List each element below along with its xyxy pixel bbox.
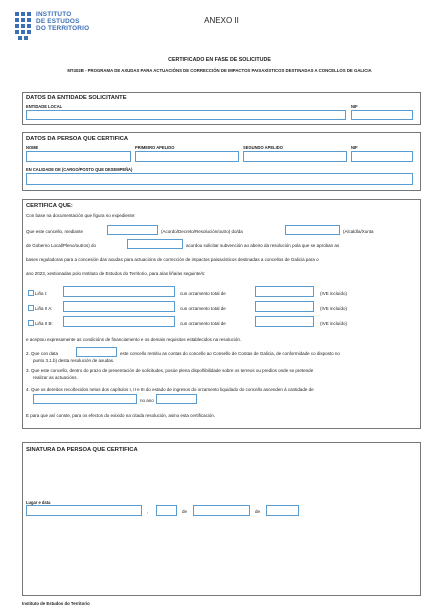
line2a-field[interactable] — [63, 301, 175, 312]
line2a-label: Liña II A: — [35, 306, 53, 311]
certify-line2-a: de Goberno Local/Pleno/outros) do — [26, 243, 97, 248]
line1-checkbox[interactable] — [28, 290, 34, 296]
certify-line1-a: Que este concello, mediante — [26, 229, 84, 234]
person-surname2-label: SEGUNDO APELIDO — [243, 145, 283, 150]
line1-vat: (IVE incluído) — [320, 291, 348, 296]
line2b-budget-label: cun orzamento total de — [180, 321, 226, 326]
rights-amount-field[interactable] — [33, 394, 137, 404]
certify-accept: e aceptou expresamente as condicións de financiamento e os demais requisitos establecidos na resolución. — [26, 337, 242, 342]
certify-heading: CERTIFICA QUE: — [26, 203, 73, 209]
footer-text: Instituto de Estudos do Territorio — [22, 601, 90, 606]
person-nif-label: NIF — [351, 145, 358, 150]
certify-line3: bases reguladoras para a concesión das axudas para actuacións de corrección de impactos paisaxísticos destinadas a concellos de Galicia para o — [26, 257, 319, 262]
certify-intro: Con base na documentación que figura no expediente: — [26, 213, 136, 218]
annex-title-text: ANEXO II — [204, 16, 239, 25]
de-sep-2: de — [255, 509, 261, 514]
line2a-budget-label: cun orzamento total de — [180, 306, 226, 311]
annex-title — [0, 16, 439, 25]
de-sep-1: de — [182, 509, 188, 514]
place-field[interactable] — [26, 505, 142, 516]
certify-line1-c: (Alcaldía/Xunta — [343, 229, 374, 234]
person-surname1-field[interactable] — [135, 151, 239, 162]
entity-local-field[interactable] — [26, 110, 346, 120]
certify-p2-a: 2. Que con data — [26, 351, 59, 356]
certificate-title: CERTIFICADO EN FASE DE SOLICITUDE — [168, 57, 271, 63]
resolution-type-field[interactable] — [107, 225, 158, 235]
certify-line1-b: (Acordo/Decreto/Resolución/outro) do/da — [161, 229, 243, 234]
organ-date-field[interactable] — [127, 239, 183, 249]
certificate-subtitle: MT402B - PROGRAMA DE AXUDAS PARA ACTUACIÓNS DE CORRECCIÓN DE IMPACTOS PAISAXÍSTICOS DESTINADAS A CONCELLOS DE GALICIA — [67, 68, 372, 73]
person-name-label: NOME — [26, 145, 39, 150]
certify-line2-b: acordou solicitar subvención ao abeiro da resolución pola que se aproban as — [186, 243, 340, 248]
person-role-field[interactable] — [26, 173, 413, 185]
line2a-budget-field[interactable] — [255, 301, 314, 312]
signature-section — [22, 442, 421, 596]
logo-line-3: DO TERRITORIO — [36, 25, 90, 33]
entity-local-label: ENTIDADE LOCAL — [26, 104, 63, 109]
comma-sep: , — [147, 509, 149, 514]
place-date-label: Lugar e data — [26, 500, 51, 505]
line2a-checkbox[interactable] — [28, 305, 34, 311]
line1-label: Liña I: — [35, 291, 48, 296]
person-nif-field[interactable] — [351, 151, 413, 162]
line2b-budget-field[interactable] — [255, 316, 314, 327]
accounts-date-field[interactable] — [76, 347, 117, 357]
person-role-label: EN CALIDADE DE (CARGO/POSTO QUE DESEMPEÑA) — [26, 167, 133, 172]
certify-p3-a: 3. Que este concello, dentro do prazo de presentación de solicitudes, posúe plena dispoñibilidade sobre os terreos ou predios onde se pretende — [26, 368, 314, 373]
logo-line-1: INSTITUTO — [36, 11, 72, 18]
certify-line4: ano 2023, xestionadas polo Instituto de Estudos do Territorio, para a/as liña/as seguinte/s: — [26, 271, 206, 276]
certify-closing: E para que así conste, para os efectos do exixido na citada resolución, asino esta certificación. — [26, 413, 216, 418]
resolution-date-field[interactable] — [285, 225, 340, 235]
certify-p4-a: 4. Que os dereitos recoñecidos netos dos capítulos I, II e III do estado de ingresos do orzamento liquidado do concello ascenden á cantidade de — [26, 387, 314, 392]
line2b-vat: (IVE incluído) — [320, 321, 348, 326]
line2b-field[interactable] — [63, 316, 175, 327]
person-surname1-label: PRIMEIRO APELIDO — [135, 145, 175, 150]
line2b-label: Liña II B: — [35, 321, 53, 326]
entity-heading: DATOS DA ENTIDADE SOLICITANTE — [26, 95, 127, 101]
certify-p2-c: punto 3.1.b) desta resolución de axudas. — [33, 358, 115, 363]
line1-budget-field[interactable] — [255, 286, 314, 297]
line1-budget-label: cun orzamento total de — [180, 291, 226, 296]
person-section — [22, 132, 421, 191]
line1-field[interactable] — [63, 286, 175, 297]
line2b-checkbox[interactable] — [28, 320, 34, 326]
person-heading: DATOS DA PERSOA QUE CERTIFICA — [26, 136, 129, 142]
person-surname2-field[interactable] — [243, 151, 347, 162]
line2a-vat: (IVE incluído) — [320, 306, 348, 311]
year-field[interactable] — [266, 505, 299, 516]
certify-p4-b: no ano — [140, 398, 154, 403]
certify-p2-b: este concello remitiu as contas do concello ao Consello de Contas de Galicia, de conformidade co disposto no — [120, 351, 340, 356]
signature-heading: SINATURA DA PERSOA QUE CERTIFICA — [26, 447, 138, 453]
person-name-field[interactable] — [26, 151, 131, 162]
certify-section — [22, 199, 421, 429]
entity-nif-field[interactable] — [351, 110, 413, 120]
day-field[interactable] — [156, 505, 177, 516]
certify-p3-b: realizar as actuacións. — [33, 375, 78, 380]
month-field[interactable] — [193, 505, 250, 516]
entity-section — [22, 92, 421, 125]
entity-nif-label: NIF — [351, 104, 358, 109]
logo-line-2: DE ESTUDOS — [36, 18, 80, 26]
rights-year-field[interactable] — [156, 394, 197, 404]
